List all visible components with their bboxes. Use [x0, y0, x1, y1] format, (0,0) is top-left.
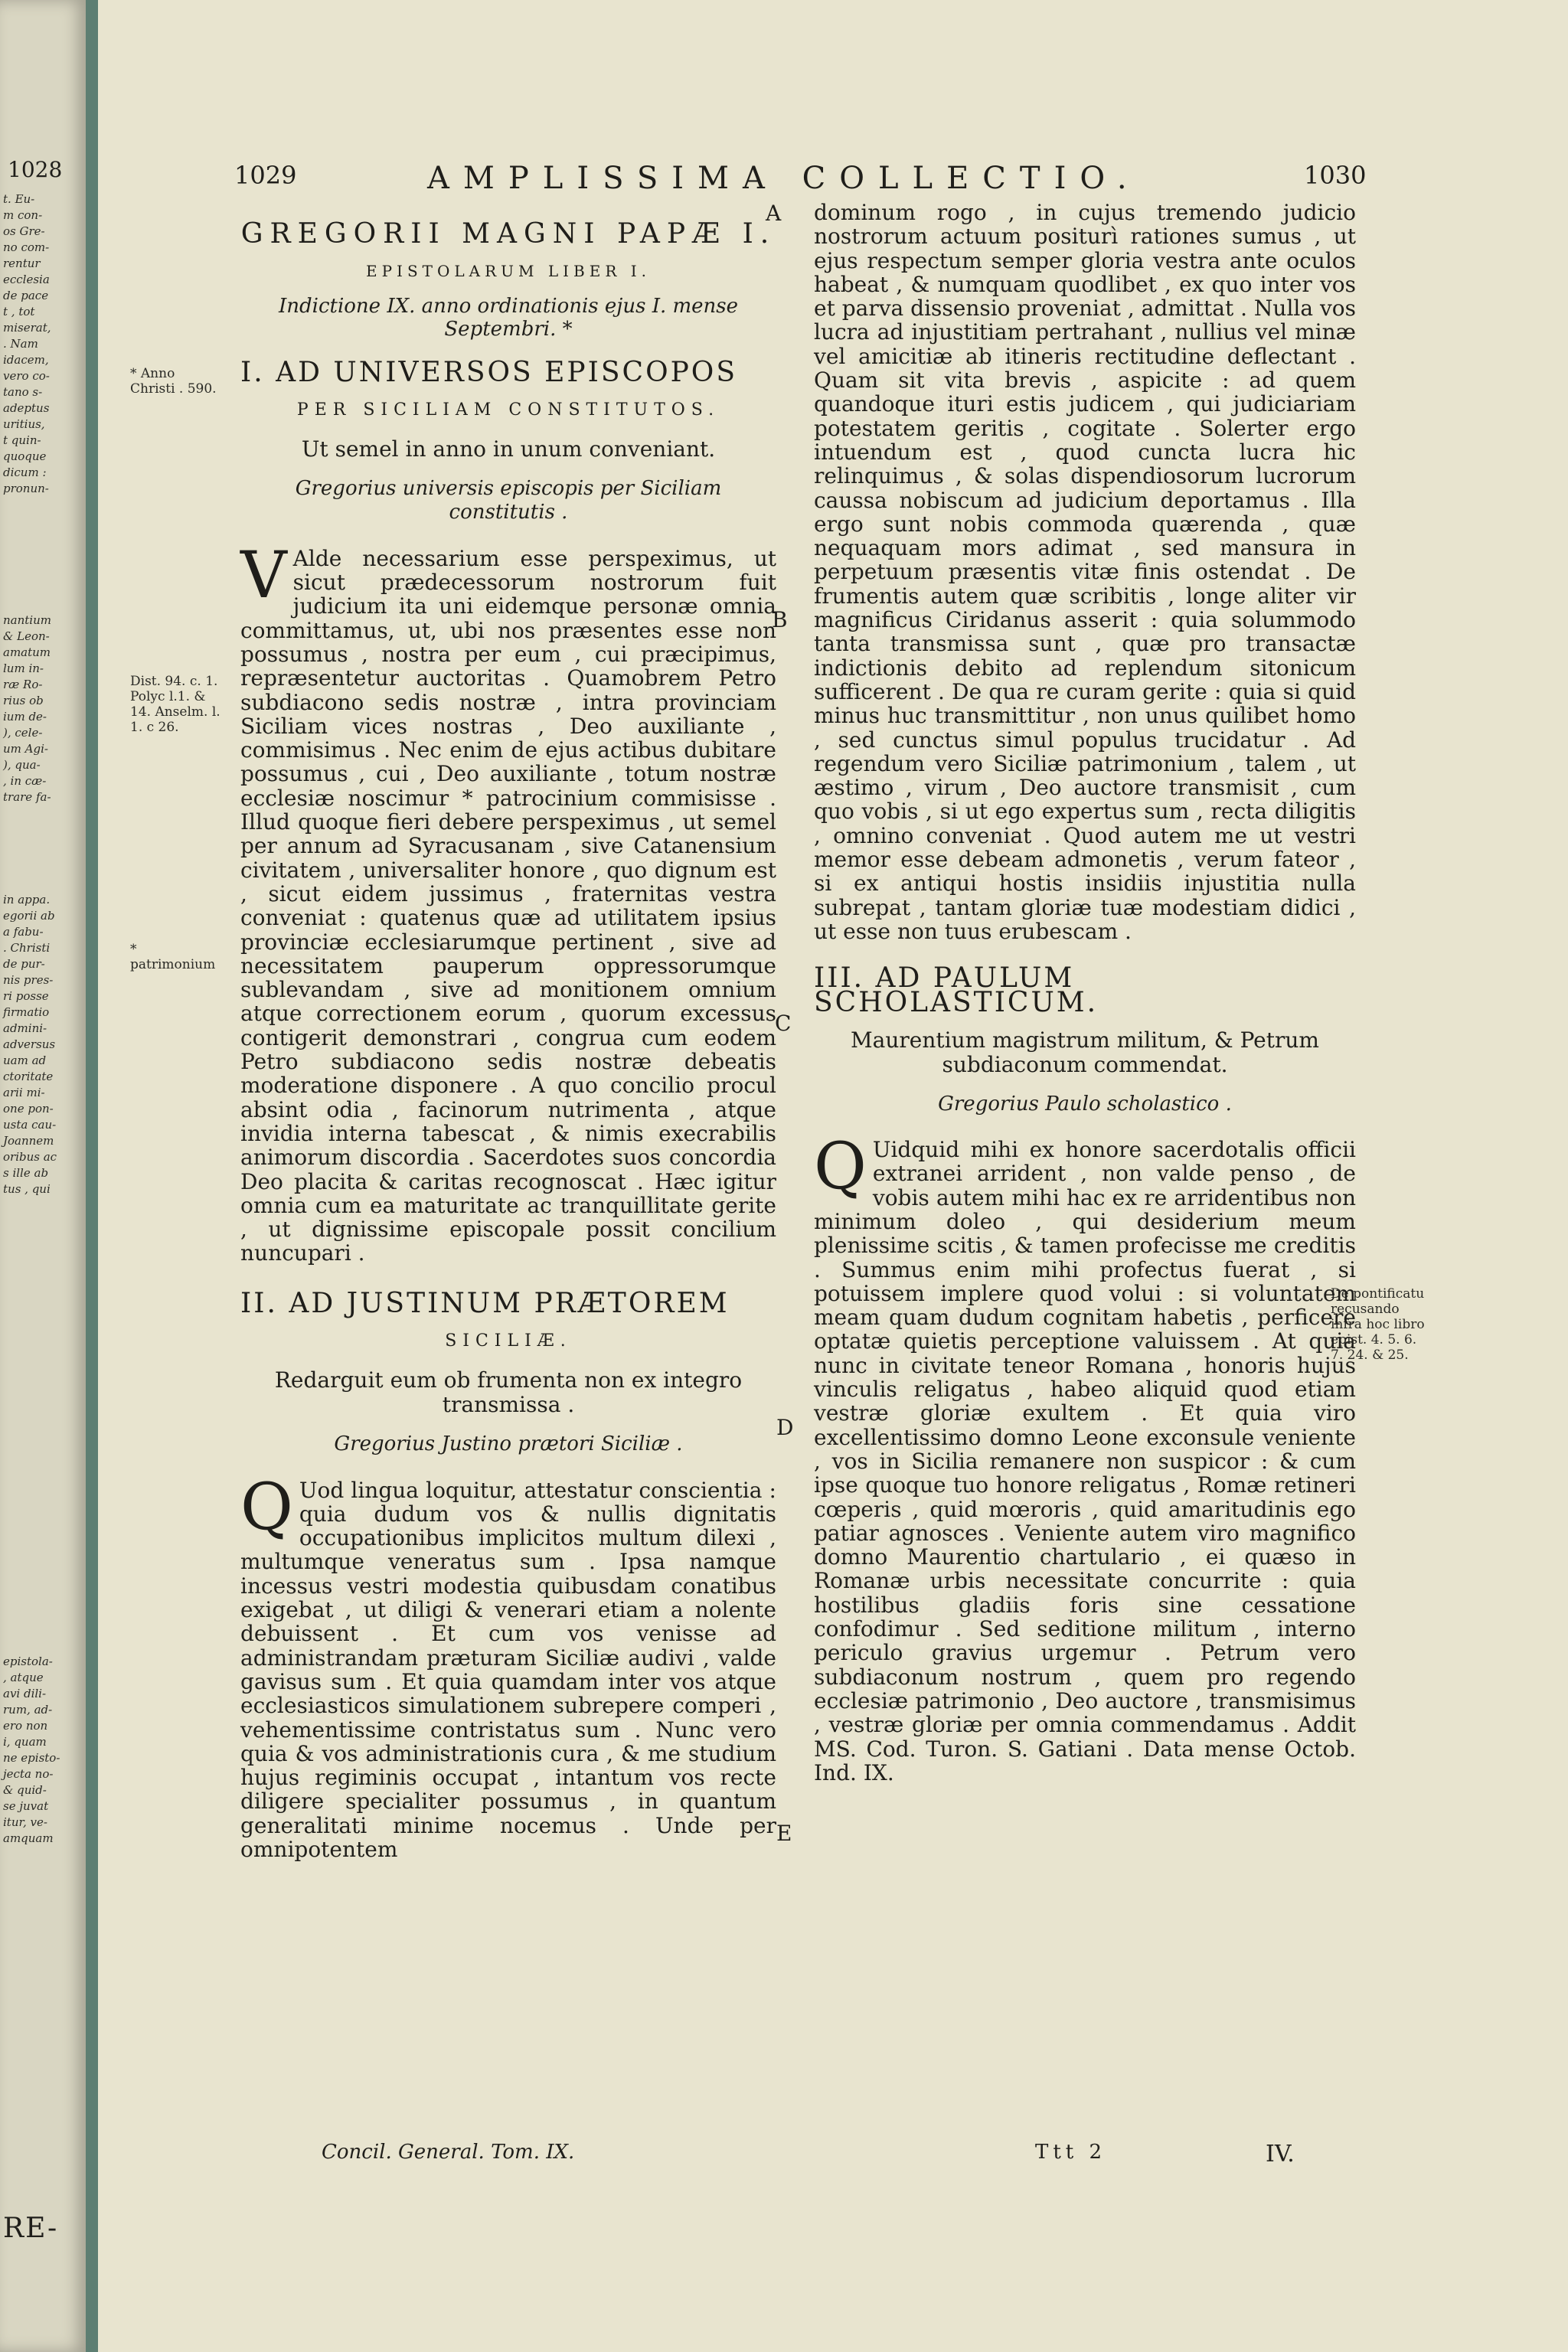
section-marker-c: C — [775, 1011, 792, 1036]
prev-page-fragment-line: one pon- — [3, 1102, 54, 1116]
prev-page-fragment-line: lum in- — [3, 662, 44, 675]
epistle-3-body — [814, 1129, 1356, 1785]
previous-page-edge — [0, 0, 86, 2352]
epistle-3-title: III. AD PAULUM SCHOLASTICUM. — [814, 962, 1099, 1018]
prev-page-fragment-line: ero non — [3, 1719, 48, 1733]
prev-page-fragment-line: ), qua- — [3, 758, 41, 772]
prev-page-fragment-line: firmatio — [3, 1005, 50, 1019]
prev-page-fragment-block-2 — [3, 612, 80, 805]
prev-page-fragment-line: egorii ab — [3, 909, 55, 923]
epistle-2-text: Uod lingua loquitur, attestatur conscientia : quia dudum vos & nullis dignitatis occupationibus implicitos multum dilexi , multumque veneratus sum . Ipsa namque incessus vestri modestia quibusdam conatibus exigebat , ut diligi & venerari etiam a nolente debuissent . Et cum vos venisse ad administrandam præturam Siciliæ audivi , valde gavisus sum . Et quia quamdam inter vos atque ecclesiasticos simulationem subrepere comperi , vehementissime contristatus sum . Nunc vero quia & vos administrationis cura , & me studium hujus regiminis occupat , intantum vos recte diligere specialiter possumus , in quantum generalitati minime nocemus . Unde per omnipotentem — [240, 1477, 776, 1863]
prev-page-fragment-line: t quin- — [3, 433, 41, 447]
right-column — [814, 201, 1356, 1785]
prev-page-fragment-line: s ille ab — [3, 1166, 49, 1180]
prev-page-fragment-line: usta cau- — [3, 1118, 57, 1132]
prev-page-fragment-line: avi dili- — [3, 1687, 47, 1700]
section-marker-e: E — [776, 1821, 792, 1846]
prev-page-fragment-line: t. Eu- — [3, 192, 35, 206]
epistle-3-summary: Maurentium magistrum militum, & Petrum subdiaconum commendat. — [851, 1027, 1319, 1077]
prev-page-fragment-line: se juvat — [3, 1799, 49, 1813]
footer-signature-mark: Ttt 2 — [1035, 2141, 1107, 2164]
epistle-1-text: Alde necessarium esse perspeximus, ut sicut prædecessorum nostrorum fuit judicium ita uni eidemque personæ omnia committamus, ut, ubi nos præsentes esse non possumus , nostra per eum , cui præcipimus, repræsentetur auctoritas . Quamobrem Petro subdiacono sedis nostræ , intra provinciam Siciliam vices nostras , Deo auxiliante , commisimus . Nec enim de ejus actibus dubitare possumus , cui , Deo auxiliante , totum nostræ ecclesiæ noscimur * patrocinium commisisse . Illud quoque fieri debere perspeximus , ut semel per annum ad Syracusanam , sive Catanensium civitatem , universaliter honore , quo dignum est , sicut eidem jussimus , fraternitas vestra conveniat : quatenus quæ ad utilitatem ipsius provinciæ ecclesiarumque pertinent , sive ad necessitatem pauperum oppressorumque sublevandam , sive ad monitionem omnium atque correctionem eorum , quorum excessus contigerit demonstrari , congrua cum eodem Petro subdiacono sedis nostræ debeatis moderatione disponere . A quo concilio procul absint odia , facinorum nutrimenta , atque invidia interna tabescat , & nimis execrabilis animorum discordia . Sacerdotes suos concordia Deo placita & caritas recognoscat . Hæc igitur omnia cum ea maturitate ac tranquillitate gerite , ut dignissime episcopale possit concilium nuncupari . — [240, 545, 776, 1266]
epistle-2-title: II. AD JUSTINUM PRÆTOREM — [240, 1287, 730, 1319]
prev-page-fragment-line: nis pres- — [3, 973, 54, 987]
prev-page-number: 1028 — [8, 157, 63, 182]
epistle-2-continuation-text: dominum rogo , in cujus tremendo judicio nostrorum actuum positurì rationes sumus , ut ejus respectum semper gloria vestra ante oculos habeat , & numquam quodlibet , ex quo inter vos et parva dissensio proveniat , admittat . Nulla vos lucra ad injustitiam pertrahant , nullius vel minæ vel amicitiæ ab itineris rectitudine deflectant . Quam sit vita brevis , aspicite : ad quem quandoque ituri estis judicem , qui judiciariam potestatem geritis , cogitate . Solerter ergo intuendum est , quod cuncta lucra hic relinquimus , & solas dispendiosorum lucrorum caussa nobiscum ad judicium deportamus . Illa ergo sunt nobis commoda quærenda , quæ nequaquam mors adimat , sed mansura in perpetuum præsentis vitæ finis ostendat . De frumentis autem quæ scribitis , longe aliter vir magnificus Ciridanus asserit : quia solummodo tanta transmissa sunt , quæ pro transactæ indictionis debito ad replendum sitonicum sufficerent . De qua re curam gerite : quia si quid minus huc transmittitur , non unus quilibet homo , sed cunctus simul populus trucidatur . Ad regendum vero Siciliæ patrimonium , talem , ut æstimo , virum , Deo auctore transmisit , cum quo vobis , si ut ego expertus sum , recta diligitis , omnino conveniat . Quod autem me ut vestri memor esse debeam admonetis , verum fateor , si ex antiqui hostis insidiis injustitia nulla subrepat , tantam gloriæ tuæ modestiam didici , ut esse non tuus erubescam . — [814, 200, 1356, 944]
prev-page-fragment-line: os Gre- — [3, 224, 45, 238]
prev-page-fragment-line: miserat, — [3, 321, 51, 335]
prev-page-fragment-line: m con- — [3, 208, 43, 222]
prev-page-fragment-line: rum, ad- — [3, 1703, 53, 1717]
prev-page-fragment-line: adeptus — [3, 401, 50, 415]
prev-page-fragment-line: ne episto- — [3, 1751, 60, 1765]
prev-page-fragment-line: pronun- — [3, 482, 49, 495]
prev-page-fragment-line: Joannem — [3, 1134, 54, 1148]
prev-page-fragment-line: nantium — [3, 613, 51, 627]
epistle-1-summary: Ut semel in anno in unum conveniant. — [301, 436, 716, 462]
prev-page-fragment-line: t , tot — [3, 305, 35, 318]
prev-page-fragment-line: dicum : — [3, 466, 47, 479]
prev-page-fragment-line: amatum — [3, 645, 51, 659]
prev-page-fragment-line: ræ Ro- — [3, 678, 43, 691]
epistle-2-sender: Gregorius Justino prætori Siciliæ . — [334, 1432, 683, 1456]
prev-page-fragment-line: uritius, — [3, 417, 45, 431]
epistle-3-dropcap: Q — [814, 1129, 867, 1204]
work-title: GREGORII MAGNI PAPÆ I. — [240, 218, 776, 250]
margin-note-dist: Dist. 94. c. 1. Polyc l.1. & 14. Anselm. l. 1. c 26. — [130, 674, 220, 735]
prev-page-fragment-block-4 — [3, 1654, 80, 1847]
prev-page-fragment-line: itur, ve- — [3, 1815, 47, 1829]
prev-page-fragment-line: adversus — [3, 1037, 56, 1051]
epistle-2-summary: Redarguit eum ob frumenta non ex integro transmissa . — [274, 1367, 743, 1418]
epistle-1-title: I. AD UNIVERSOS EPISCOPOS — [240, 356, 737, 388]
prev-page-fragment-line: ecclesia — [3, 273, 50, 286]
prev-page-fragment-line: ), cele- — [3, 726, 43, 740]
epistle-1-subtitle: PER SICILIAM CONSTITUTOS. — [296, 400, 720, 420]
prev-page-fragment-line: uam ad — [3, 1054, 47, 1067]
prev-page-fragment-line: arii mi- — [3, 1086, 45, 1099]
prev-page-fragment-line: de pur- — [3, 957, 45, 971]
prev-page-fragment-line: rius ob — [3, 694, 44, 707]
epistle-2-continuation — [814, 201, 1356, 943]
left-column — [240, 207, 776, 1861]
epistle-3-text: Uidquid mihi ex honore sacerdotalis officii extranei arrident , non valde penso , de vobis autem mihi hac ex re arridentibus non minimum doleo , qui desiderium meum plenissime scitis , & tamen profecisse me creditis . Summus enim mihi profectus fuerat , si potuissem implere quod volui : si voluntatem meam quam dudum cognitam habetis , perficere optatæ quietis perceptione valuissem . At quia nunc in civitate teneor Romana , honoris hujus vinculis religatus , habeo aliquid quod etiam vestræ gloriæ exultem . Et quia viro excellentissimo domno Leone exconsule veniente , vos in Sicilia remanere non suspicor : & cum ipse quoque tuo honore religatus , Romæ retineri cœperis , quid mœroris , quid amaritudinis ego patiar agnosces . Veniente autem viro magnifico domno Maurentio chartulario , ei quæso in Romanæ urbis necessitate concurrite : quia hostilibus gladiis foris sine cessatione confodimur . Sed seditione militum , interno periculo gravius urgemur . Petrum vero subdiaconum nostrum , quem pro regendo ecclesiæ patrimonio , Deo auctore , transmisimus , vestræ gloriæ per omnia commendamus . Addit MS. Cod. Turon. S. Gatiani . Data mense Octob. Ind. IX. — [814, 1137, 1356, 1785]
margin-note-patrimonium: * patrimonium — [130, 942, 216, 972]
prev-page-fragment-block-3 — [3, 892, 80, 1197]
epistle-2-subtitle: SICILIÆ. — [445, 1331, 572, 1351]
prev-page-fragment-line: jecta no- — [3, 1767, 54, 1781]
epistle-1-dropcap: V — [240, 537, 287, 612]
prev-page-fragment-line: ri posse — [3, 989, 49, 1003]
footer-volume-line: Concil. General. Tom. IX. — [322, 2141, 575, 2164]
prev-page-fragment-line: ctoritate — [3, 1070, 54, 1083]
prev-page-fragment-line: . Nam — [3, 337, 38, 351]
prev-page-fragment-line: vero co- — [3, 369, 50, 383]
prev-page-bottom-catchword: RE- — [3, 2213, 59, 2244]
prev-page-fragment-block-1 — [3, 191, 80, 497]
epistle-2-body — [240, 1468, 776, 1863]
epistle-3-sender: Gregorius Paulo scholastico . — [938, 1092, 1232, 1116]
margin-note-de-pontificatu: De pontificatu recusando infra hoc libro epist. 4. 5. 6. 7. 24. & 25. — [1331, 1286, 1425, 1363]
prev-page-fragment-line: tano s- — [3, 385, 43, 399]
prev-page-fragment-line: quoque — [3, 449, 47, 463]
prev-page-fragment-line: de pace — [3, 289, 49, 302]
prev-page-fragment-line: & quid- — [3, 1783, 47, 1797]
prev-page-fragment-line: idacem, — [3, 353, 49, 367]
prev-page-fragment-line: rentur — [3, 256, 41, 270]
prev-page-fragment-line: & Leon- — [3, 629, 50, 643]
margin-note-anno: * Anno Christi . 590. — [130, 366, 217, 397]
section-marker-a: A — [766, 201, 782, 226]
prev-page-fragment-line: . Christi — [3, 941, 51, 955]
prev-page-fragment-line: , in cæ- — [3, 774, 47, 788]
prev-page-fragment-line: trare fa- — [3, 790, 51, 804]
prev-page-fragment-line: oribus ac — [3, 1150, 57, 1164]
book-page — [98, 0, 1568, 2352]
prev-page-fragment-line: epistola- — [3, 1655, 53, 1668]
prev-page-fragment-line: amquam — [3, 1831, 54, 1845]
prev-page-fragment-line: um Agi- — [3, 742, 48, 756]
epistle-1-sender: Gregorius universis episcopis per Siciliam constitutis . — [295, 477, 722, 524]
footer-catchword: IV. — [1266, 2141, 1295, 2167]
prev-page-fragment-line: , atque — [3, 1671, 44, 1684]
running-title: AMPLISSIMA COLLECTIO. — [427, 161, 1141, 196]
prev-page-fragment-line: i, quam — [3, 1735, 47, 1749]
prev-page-fragment-line: in appa. — [3, 893, 51, 906]
prev-page-fragment-line: tus , qui — [3, 1182, 51, 1196]
prev-page-fragment-line: ium de- — [3, 710, 47, 724]
section-marker-b: B — [772, 607, 788, 632]
left-page-number: 1029 — [234, 161, 297, 190]
indiction-line: Indictione IX. anno ordinationis ejus I. mense Septembri. * — [278, 294, 739, 341]
right-page-number: 1030 — [1304, 161, 1367, 190]
prev-page-fragment-line: no com- — [3, 240, 50, 254]
prev-page-fragment-line: a fabu- — [3, 925, 44, 939]
section-marker-d: D — [776, 1415, 794, 1440]
epistle-1-body — [240, 537, 776, 1266]
epistle-2-dropcap: Q — [240, 1468, 293, 1544]
book-title: EPISTOLARUM LIBER I. — [365, 262, 652, 281]
prev-page-fragment-line: admini- — [3, 1021, 47, 1035]
